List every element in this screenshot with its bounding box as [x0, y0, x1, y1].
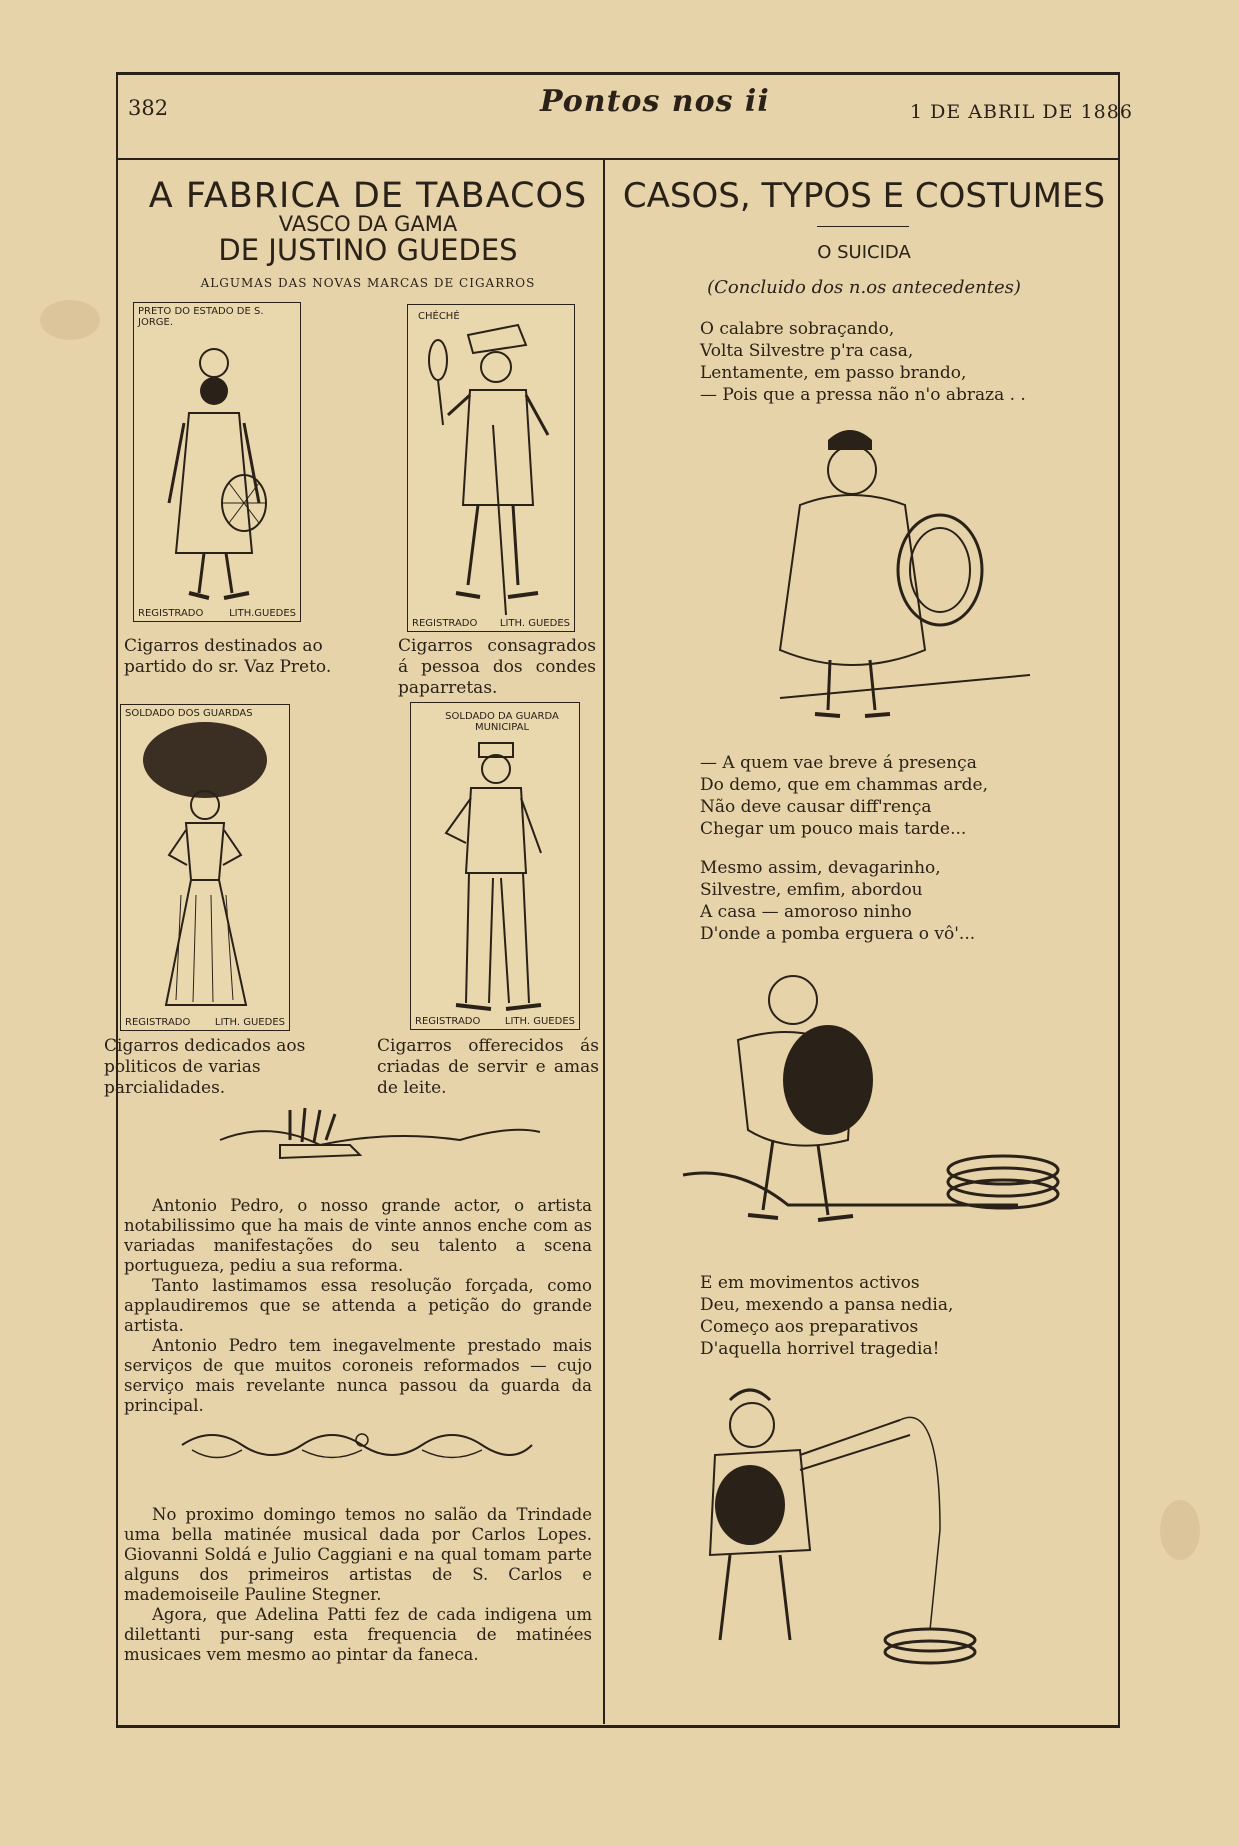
header-rule	[116, 158, 1118, 160]
stanza-3: Mesmo assim, devagarinho, Silvestre, emfim, abordou A casa — amoroso ninho D'onde a pomba erguera o vô'...	[700, 858, 976, 944]
cigarette-card-3	[120, 704, 290, 1031]
man-with-rope-illustration	[740, 420, 1040, 730]
card-foot-left: REGISTRADO	[125, 1017, 191, 1028]
card-foot-right: LITH. GUEDES	[499, 618, 570, 629]
right-subtitle: O SUICIDA	[817, 242, 911, 263]
article-antonio-pedro	[124, 1196, 592, 1416]
hand-vignette	[210, 1100, 550, 1170]
stanza-1: O calabre sobraçando, Volta Silvestre p'ra casa, Lentamente, em passo brando, — Pois que a pressa não n'o abraza . .	[700, 319, 1026, 405]
paragraph: Tanto lastimamos essa resolução forçada, como applaudiremos que se attenda a petição do grande artista.	[124, 1276, 592, 1335]
officer-illustration	[408, 305, 574, 631]
card-caption-2: Cigarros consagrados á pessoa dos condes paparretas.	[398, 636, 596, 698]
card-foot-right: LITH. GUEDES	[214, 1017, 285, 1028]
continued-note: (Concluido dos n.os antecedentes)	[707, 277, 1021, 298]
paragraph: Agora, que Adelina Patti fez de cada indigena um dilettanti pur-sang esta frequencia de matinées musicaes vem mesmo ao pintar da faneca.	[124, 1605, 592, 1664]
man-pulling-rope-illustration	[690, 1380, 1030, 1680]
page-number: 382	[128, 96, 169, 120]
cigarette-card-2	[407, 304, 575, 632]
card-caption-4: Cigarros offerecidos ás criadas de servir e amas de leite.	[377, 1036, 599, 1098]
card-label: PRETO DO ESTADO DE S. JORGE.	[138, 306, 264, 328]
card-foot-right: LITH.GUEDES	[229, 608, 296, 619]
masthead: Pontos nos ii	[540, 84, 770, 119]
card-foot-right: LITH. GUEDES	[504, 1016, 575, 1027]
left-title: A FABRICA DE TABACOS	[148, 176, 588, 216]
paragraph: Antonio Pedro tem inegavelmente prestado mais serviços de que muitos coroneis reformados — cujo serviço mais revelante nunca passou da guarda da principal.	[124, 1336, 592, 1415]
stanza-2: — A quem vae breve á presença Do demo, que em chammas arde, Não deve causar diff'rença Chegar um pouco mais tarde...	[700, 753, 988, 839]
title-rule	[817, 226, 909, 227]
card-foot-left: REGISTRADO	[412, 618, 478, 629]
card-label: SOLDADO DA GUARDA MUNICIPAL	[445, 711, 559, 733]
ornament-divider	[172, 1420, 542, 1470]
cigarette-card-4	[410, 702, 580, 1030]
column-divider	[603, 158, 605, 1724]
card-foot-left: REGISTRADO	[138, 608, 204, 619]
card-label: CHÉCHÉ	[418, 311, 460, 322]
stanza-4: E em movimentos activos Deu, mexendo a pansa nedia, Começo aos preparativos D'aquella horrivel tragedia!	[700, 1273, 954, 1359]
paragraph: No proximo domingo temos no salão da Trindade uma bella matinée musical dada por Carlos Lopes. Giovanni Soldá e Julio Caggiani e na qual tomam parte alguns dos primeiros artistas de S. Carlos e mademoiseile Pauline Stegner.	[124, 1505, 592, 1604]
drummer-illustration	[134, 303, 300, 621]
paragraph: Antonio Pedro, o nosso grande actor, o artista notabilissimo que ha mais de vinte annos enche com as variadas manifestações do seu talento a scena portugueza, pediu a sua reforma.	[124, 1196, 592, 1275]
article-matinee	[124, 1505, 592, 1665]
right-title: CASOS, TYPOS E COSTUMES	[622, 176, 1106, 216]
card-caption-1: Cigarros destinados ao partido do sr. Vaz Preto.	[124, 636, 332, 677]
left-title-2: VASCO DA GAMA	[278, 212, 458, 236]
issue-date: 1 DE ABRIL DE 1886	[910, 101, 1133, 123]
peasant-woman-illustration	[121, 705, 289, 1030]
cigarette-card-1	[133, 302, 301, 622]
card-caption-3: Cigarros dedicados aos politicos de varias parcialidades.	[104, 1036, 306, 1098]
card-label: SOLDADO DOS GUARDAS	[125, 708, 253, 719]
card-foot-left: REGISTRADO	[415, 1016, 481, 1027]
man-undressing-illustration	[678, 960, 1098, 1250]
left-subtitle: ALGUMAS DAS NOVAS MARCAS DE CIGARROS	[200, 276, 536, 290]
left-title-3: DE JUSTINO GUEDES	[218, 233, 518, 267]
municipal-guard-illustration	[411, 703, 579, 1029]
